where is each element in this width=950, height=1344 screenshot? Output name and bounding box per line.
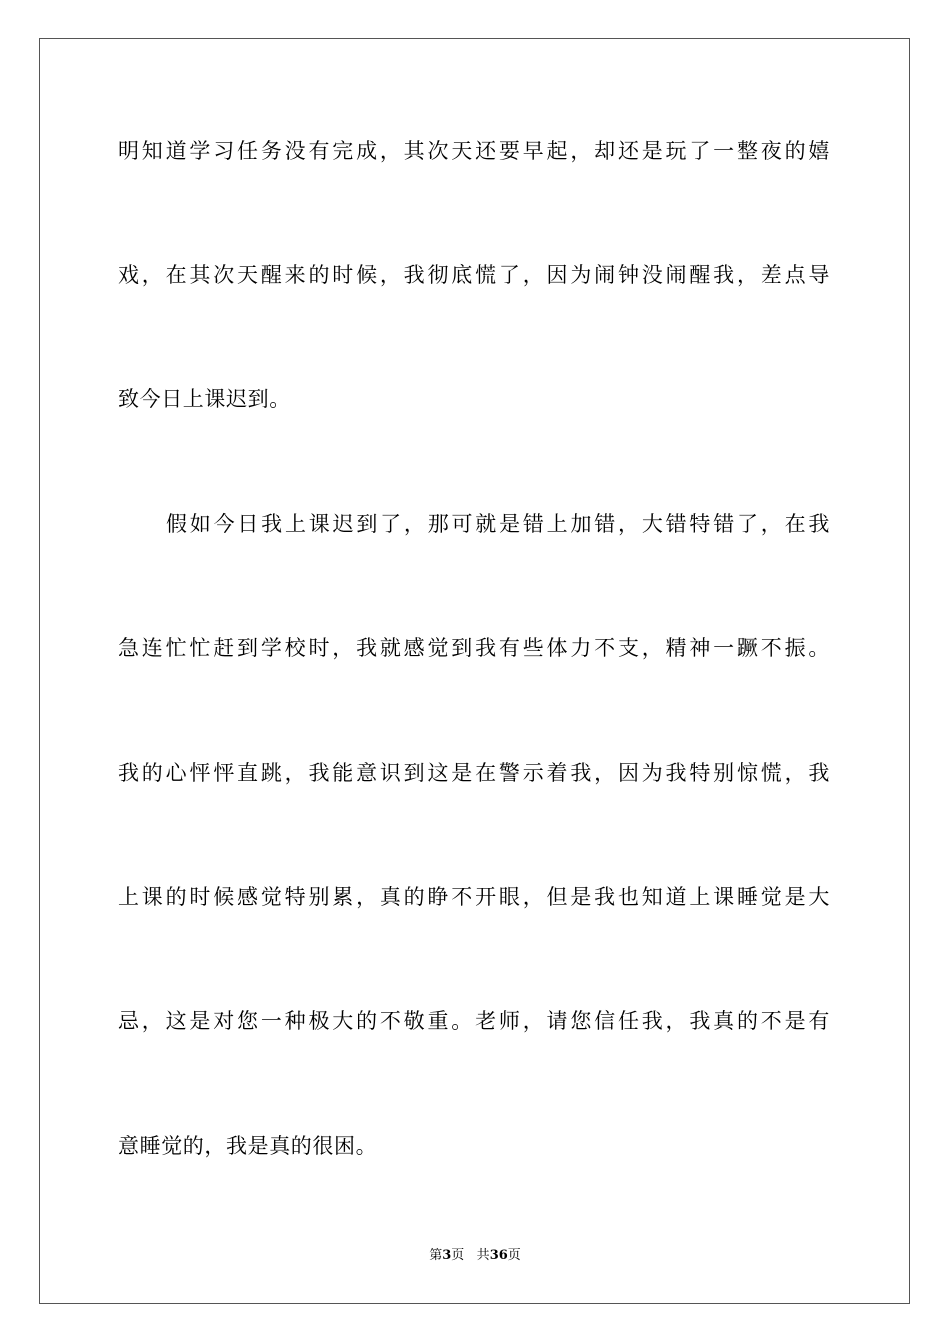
text-line-2: 戏，在其次天醒来的时候，我彻底慌了，因为闹钟没闹醒我，差点导	[118, 263, 830, 287]
page-prefix: 第	[429, 1248, 443, 1263]
page-suffix: 页	[451, 1248, 465, 1263]
page-frame	[39, 38, 910, 1304]
text-line-8: 忌，这是对您一种极大的不敬重。老师，请您信任我，我真的不是有	[118, 1009, 830, 1033]
page-footer	[0, 1247, 950, 1265]
text-line-1: 明知道学习任务没有完成，其次天还要早起，却还是玩了一整夜的嬉	[118, 139, 830, 163]
total-suffix: 页	[507, 1248, 521, 1263]
page-number: 3	[442, 1248, 452, 1263]
text-line-6: 我的心怦怦直跳，我能意识到这是在警示着我，因为我特别惊慌，我	[118, 761, 830, 785]
text-line-9: 意睡觉的，我是真的很困。	[118, 1134, 378, 1158]
text-line-4: 假如今日我上课迟到了，那可就是错上加错，大错特错了，在我	[166, 512, 830, 536]
total-prefix: 共	[476, 1248, 490, 1263]
text-line-7: 上课的时候感觉特别累，真的睁不开眼，但是我也知道上课睡觉是大	[118, 885, 830, 909]
total-pages: 36	[489, 1248, 508, 1263]
text-line-3: 致今日上课迟到。	[118, 387, 291, 411]
text-line-5: 急连忙忙赶到学校时，我就感觉到我有些体力不支，精神一蹶不振。	[118, 636, 830, 660]
